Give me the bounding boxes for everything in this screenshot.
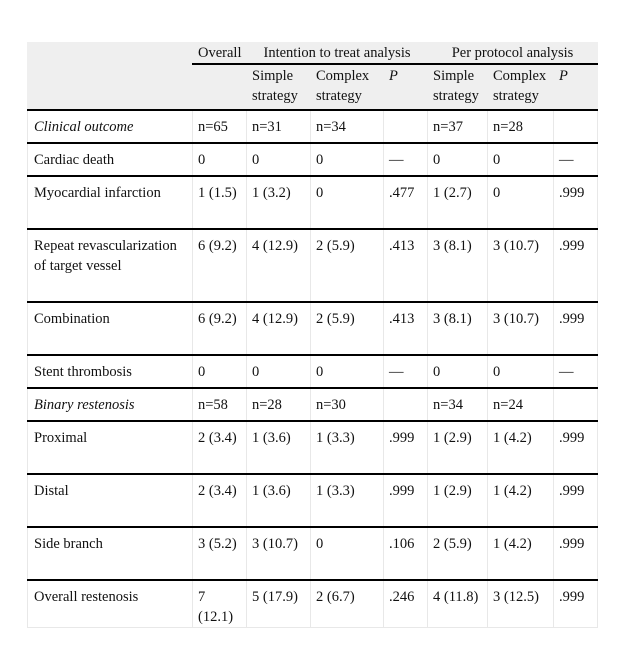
table-cell: n=24: [488, 388, 554, 421]
table-row: [28, 527, 598, 580]
table-cell: 1 (2.7): [428, 176, 488, 229]
table-cell: 1 (3.6): [247, 421, 311, 474]
header-itt-p: P: [384, 64, 428, 110]
table-cell: 0: [311, 527, 384, 580]
table-cell: [384, 110, 428, 143]
header-itt: Intention to treat analysis: [247, 43, 428, 65]
table-cell: .999: [384, 474, 428, 527]
table-row: [28, 421, 598, 474]
row-label: Overall restenosis: [28, 580, 193, 628]
row-label: Repeat revascularization of target vessel: [28, 229, 193, 302]
header-blank: [28, 43, 193, 65]
header-pp: Per protocol analysis: [428, 43, 598, 65]
row-label: Proximal: [28, 421, 193, 474]
table-cell: 4 (11.8): [428, 580, 488, 628]
table-cell: 1 (4.2): [488, 474, 554, 527]
table-cell: .999: [554, 527, 598, 580]
results-table: [27, 42, 598, 628]
table-cell: 0: [428, 143, 488, 176]
table-cell: n=34: [311, 110, 384, 143]
table-cell: 2 (6.7): [311, 580, 384, 628]
row-label: Side branch: [28, 527, 193, 580]
table-cell: 1 (2.9): [428, 474, 488, 527]
table-cell: 3 (8.1): [428, 229, 488, 302]
table-row: [28, 229, 598, 302]
table-row: [28, 302, 598, 355]
header-row-2: [28, 64, 598, 110]
table-cell: n=28: [488, 110, 554, 143]
table-cell: n=30: [311, 388, 384, 421]
table-cell: 3 (8.1): [428, 302, 488, 355]
section-binary-restenosis: [28, 388, 598, 421]
table-cell: n=58: [193, 388, 247, 421]
table-row: [28, 355, 598, 388]
table-cell: —: [554, 355, 598, 388]
table-row: [28, 143, 598, 176]
row-label: Stent thrombosis: [28, 355, 193, 388]
table-cell: [554, 388, 598, 421]
table-cell: 2 (3.4): [193, 421, 247, 474]
header-blank-3: [193, 64, 247, 110]
table-cell: 3 (10.7): [247, 527, 311, 580]
table-cell: .999: [554, 580, 598, 628]
table-cell: .999: [554, 474, 598, 527]
table-cell: 2 (5.9): [311, 229, 384, 302]
table-cell: .999: [554, 229, 598, 302]
row-label: Myocardial infarction: [28, 176, 193, 229]
table-cell: 6 (9.2): [193, 302, 247, 355]
table-cell: n=31: [247, 110, 311, 143]
table-cell: .999: [554, 176, 598, 229]
table-cell: 0: [193, 355, 247, 388]
table-cell: —: [554, 143, 598, 176]
table-cell: 5 (17.9): [247, 580, 311, 628]
header-itt-complex: Complex strategy: [311, 64, 384, 110]
table-cell: n=65: [193, 110, 247, 143]
header-row-1: [28, 43, 598, 65]
table-cell: .999: [554, 421, 598, 474]
table-cell: .413: [384, 229, 428, 302]
table-cell: 2 (3.4): [193, 474, 247, 527]
table-cell: 1 (1.5): [193, 176, 247, 229]
table-cell: n=28: [247, 388, 311, 421]
table-cell: 0: [488, 176, 554, 229]
table-cell: —: [384, 143, 428, 176]
section-label: Binary restenosis: [28, 388, 193, 421]
table-cell: 0: [311, 355, 384, 388]
header-blank-2: [28, 64, 193, 110]
header-overall: Overall: [193, 43, 247, 65]
table-cell: [384, 388, 428, 421]
table-cell: .246: [384, 580, 428, 628]
table-cell: 0: [311, 143, 384, 176]
table-row: [28, 176, 598, 229]
table-cell: 1 (3.3): [311, 474, 384, 527]
table-cell: 0: [247, 355, 311, 388]
header-pp-simple: Simple strategy: [428, 64, 488, 110]
table-cell: 1 (3.2): [247, 176, 311, 229]
table-cell: n=34: [428, 388, 488, 421]
row-label: Distal: [28, 474, 193, 527]
table-row: [28, 474, 598, 527]
header-pp-p: P: [554, 64, 598, 110]
table-cell: 3 (10.7): [488, 229, 554, 302]
table-cell: 0: [247, 143, 311, 176]
table-cell: .413: [384, 302, 428, 355]
table-cell: 1 (4.2): [488, 527, 554, 580]
table-cell: [554, 110, 598, 143]
table-row: [28, 580, 598, 628]
table-cell: —: [384, 355, 428, 388]
table-cell: 7 (12.1): [193, 580, 247, 628]
table-cell: 6 (9.2): [193, 229, 247, 302]
table-cell: .999: [384, 421, 428, 474]
table-cell: 0: [193, 143, 247, 176]
section-clinical-outcome: [28, 110, 598, 143]
table-cell: 3 (12.5): [488, 580, 554, 628]
table-cell: 4 (12.9): [247, 229, 311, 302]
table-cell: .477: [384, 176, 428, 229]
table-cell: 1 (4.2): [488, 421, 554, 474]
header-pp-complex: Complex strategy: [488, 64, 554, 110]
table-cell: 1 (2.9): [428, 421, 488, 474]
table-cell: 3 (5.2): [193, 527, 247, 580]
table-cell: 0: [311, 176, 384, 229]
section-label: Clinical outcome: [28, 110, 193, 143]
table-cell: 2 (5.9): [311, 302, 384, 355]
table-cell: 4 (12.9): [247, 302, 311, 355]
table-cell: 1 (3.3): [311, 421, 384, 474]
table-cell: 0: [488, 143, 554, 176]
table-cell: 2 (5.9): [428, 527, 488, 580]
table-cell: n=37: [428, 110, 488, 143]
table-cell: 0: [428, 355, 488, 388]
header-itt-simple: Simple strategy: [247, 64, 311, 110]
table-cell: .999: [554, 302, 598, 355]
row-label: Combination: [28, 302, 193, 355]
table-cell: 3 (10.7): [488, 302, 554, 355]
table-cell: 1 (3.6): [247, 474, 311, 527]
row-label: Cardiac death: [28, 143, 193, 176]
table-cell: .106: [384, 527, 428, 580]
table-cell: 0: [488, 355, 554, 388]
